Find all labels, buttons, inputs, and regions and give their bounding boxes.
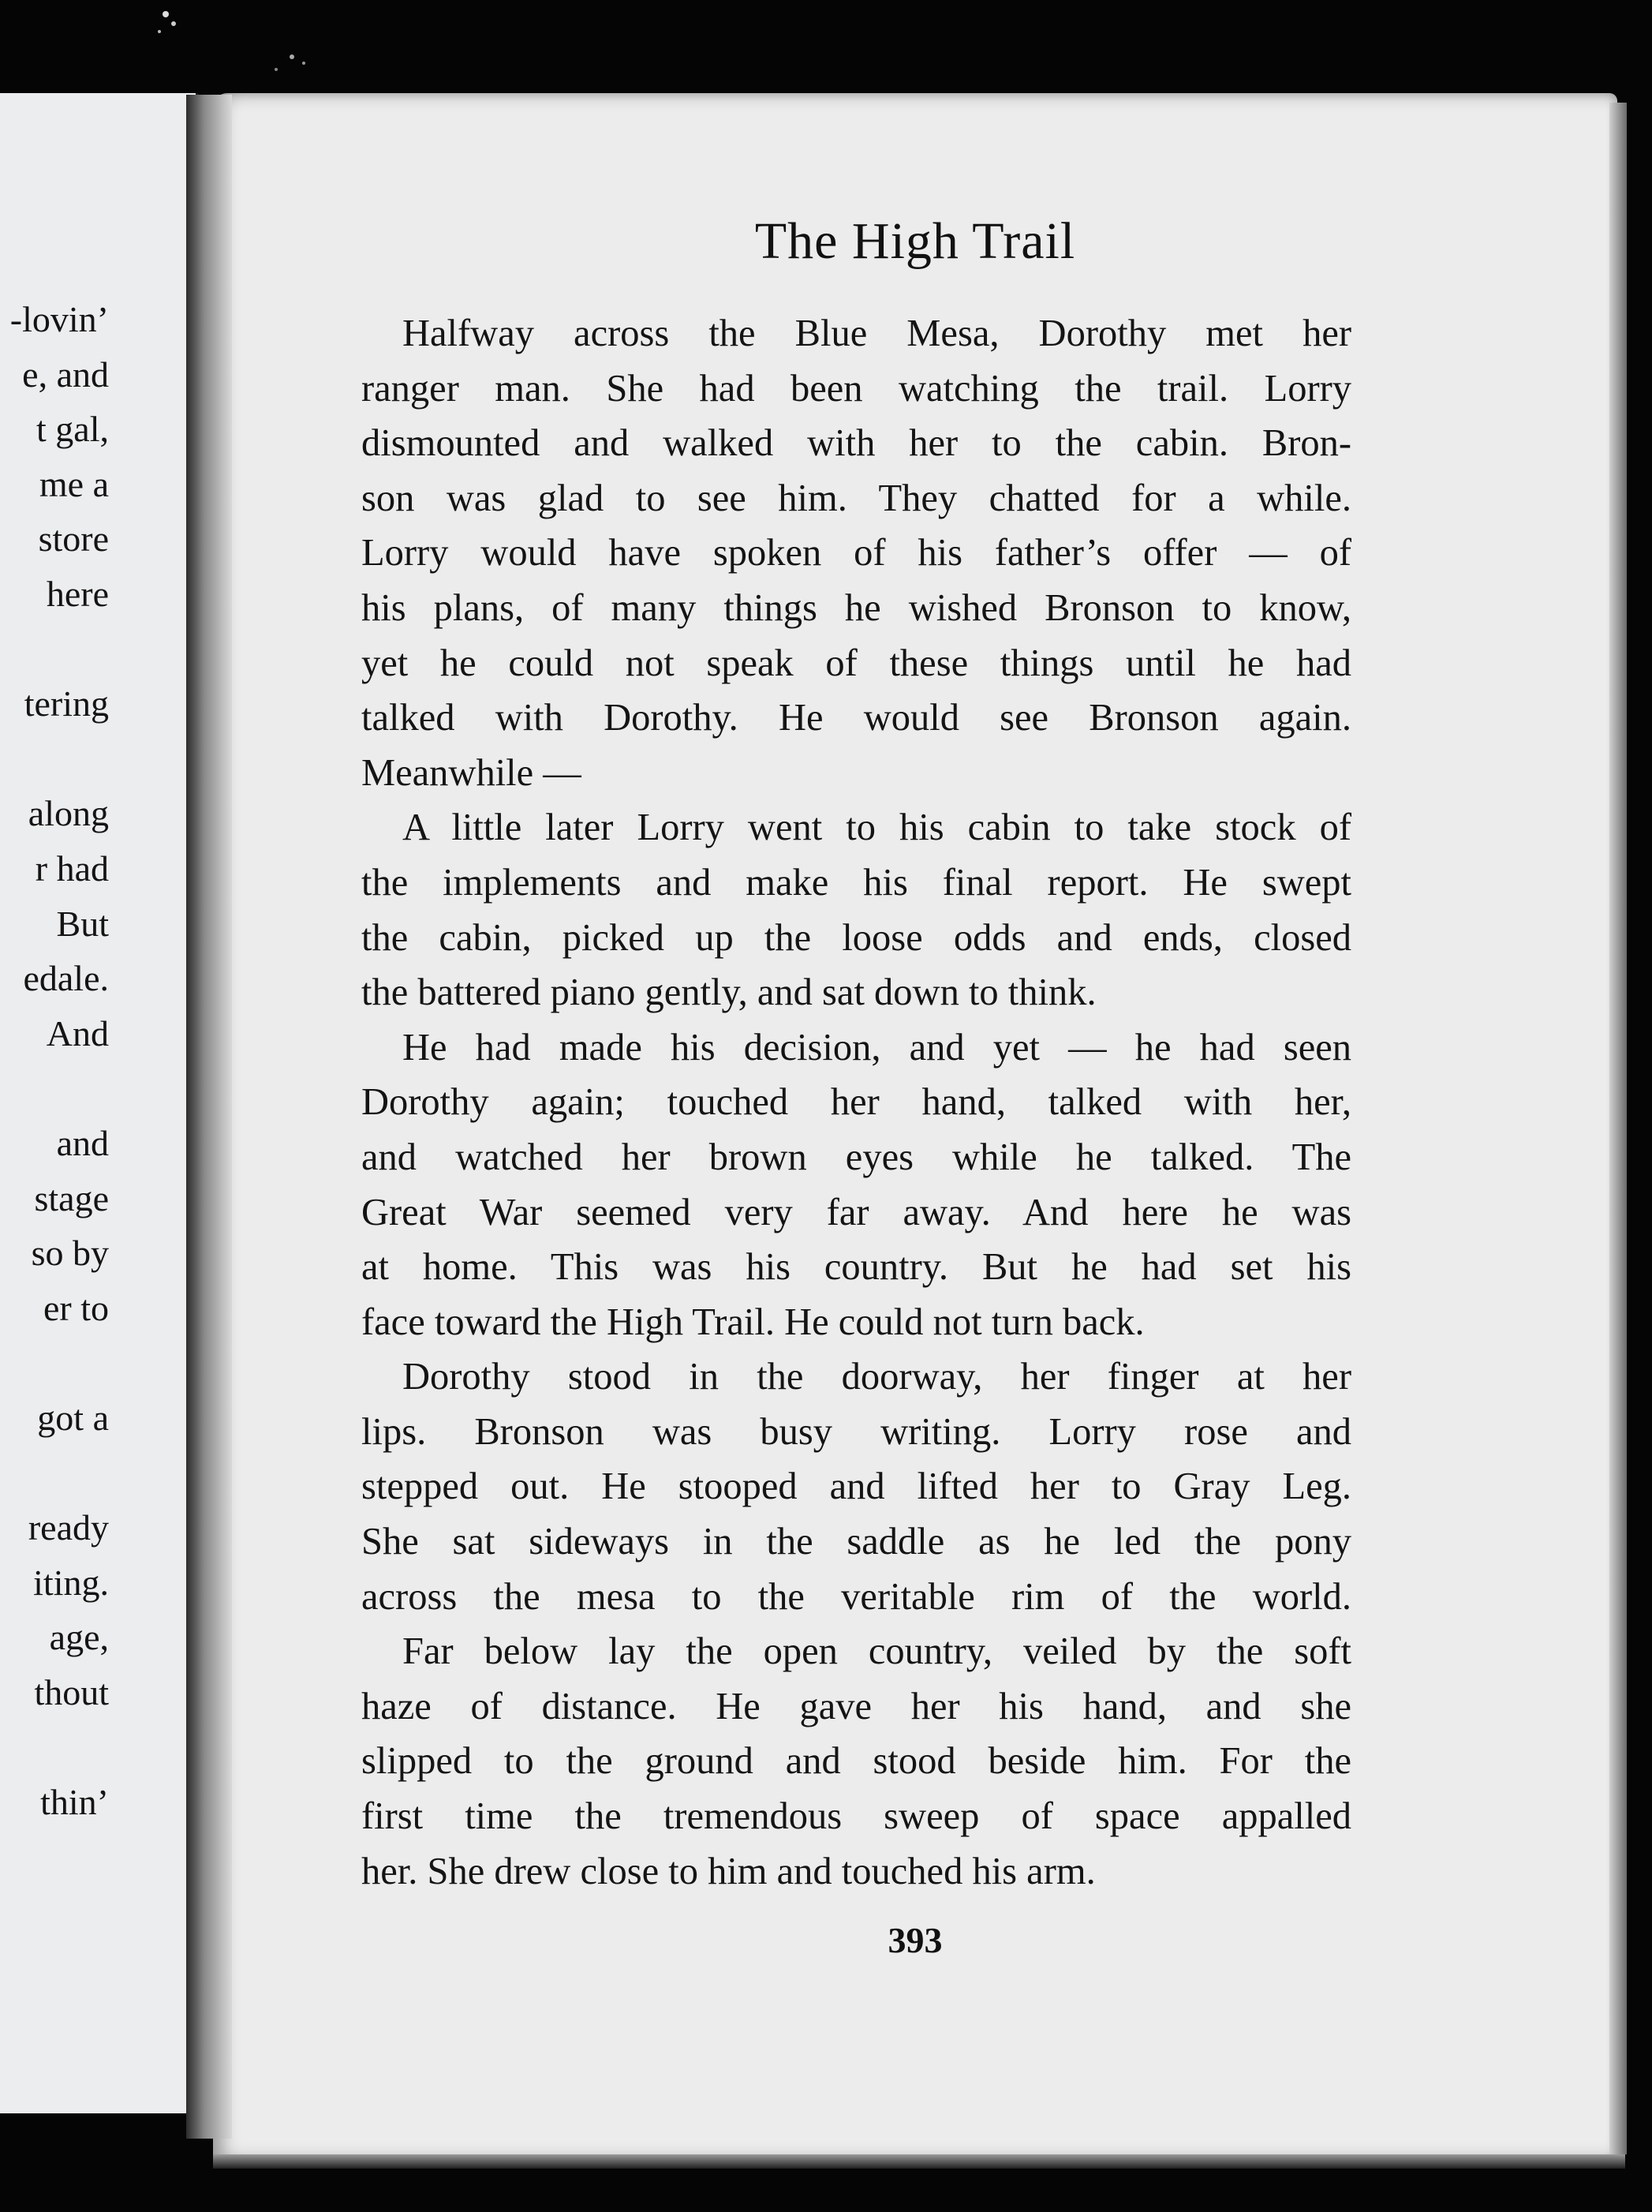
left-page-fragment: er to: [43, 1287, 109, 1328]
text-line: at home. This was his country. But he had set his: [361, 1246, 1351, 1289]
text-line: Meanwhile —: [361, 751, 581, 794]
page-number: 393: [888, 1920, 943, 1960]
text-line: Dorothy stood in the doorway, her finger at her: [402, 1356, 1351, 1398]
page-fore-edge: [1609, 103, 1627, 2154]
left-page-fragment: -lovin’: [9, 299, 109, 339]
left-page-fragment: r had: [35, 848, 109, 889]
text-line: her. She drew close to him and touched his arm.: [361, 1850, 1096, 1892]
text-line: and watched her brown eyes while he talked. The: [361, 1136, 1351, 1178]
left-page-fragment: t gal,: [36, 409, 109, 450]
text-line: dismounted and walked with her to the cabin. Bron-: [361, 422, 1351, 465]
left-page-fragment: here: [46, 574, 109, 614]
left-page-fragment: And: [46, 1012, 109, 1054]
book-gutter: [186, 95, 232, 2139]
left-page-fragment: age,: [49, 1617, 109, 1658]
left-page-fragment: iting.: [33, 1562, 109, 1603]
left-page-edge: [0, 93, 198, 2113]
page-bottom-edge: [213, 2154, 1625, 2169]
text-line: slipped to the ground and stood beside him. For the: [361, 1740, 1351, 1783]
text-line: talked with Dorothy. He would see Bronson again.: [361, 697, 1351, 739]
left-page-fragment: store: [38, 518, 109, 560]
left-page-fragment: and: [56, 1123, 109, 1163]
text-line: the battered piano gently, and sat down to think.: [361, 971, 1097, 1014]
text-line: Great War seemed very far away. And here he was: [361, 1191, 1351, 1233]
left-page-fragment: along: [28, 793, 109, 834]
text-line: yet he could not speak of these things until he had: [361, 642, 1351, 684]
text-line: face toward the High Trail. He could not turn back.: [361, 1301, 1145, 1343]
text-line: Far below lay the open country, veiled by the soft: [402, 1630, 1351, 1673]
text-line: She sat sideways in the saddle as he led the pony: [361, 1521, 1351, 1563]
text-line: across the mesa to the veritable rim of the world.: [361, 1575, 1351, 1618]
scan-dust-specks: [142, 0, 347, 87]
running-head: The High Trail: [754, 212, 1076, 270]
text-line: son was glad to see him. They chatted for a while.: [361, 477, 1351, 519]
left-page-fragment: edale.: [23, 958, 109, 999]
left-page-fragment: thout: [34, 1672, 109, 1712]
left-page-fragment: e, and: [22, 354, 109, 395]
text-line: ranger man. She had been watching the trail. Lorry: [361, 367, 1351, 410]
left-page-fragment: me a: [39, 463, 109, 504]
left-page-fragment: thin’: [40, 1782, 109, 1823]
text-line: lips. Bronson was busy writing. Lorry rose and: [361, 1410, 1351, 1453]
text-line: A little later Lorry went to his cabin to take stock of: [402, 807, 1351, 849]
left-page-fragment: got a: [37, 1398, 109, 1438]
body-text: [361, 306, 1351, 1899]
left-page-fragment: ready: [28, 1507, 109, 1548]
left-page-fragment: But: [56, 903, 109, 944]
text-line: the implements and make his final report. He swept: [361, 861, 1351, 904]
text-line: Halfway across the Blue Mesa, Dorothy met her: [402, 313, 1351, 354]
text-line: the cabin, picked up the loose odds and ends, closed: [361, 916, 1351, 959]
text-line: haze of distance. He gave her his hand, and she: [361, 1685, 1351, 1727]
left-page-fragment: stage: [34, 1177, 109, 1218]
text-line: Dorothy again; touched her hand, talked with her,: [361, 1081, 1351, 1124]
left-page-fragment: so by: [31, 1233, 109, 1274]
text-line: He had made his decision, and yet — he had seen: [402, 1026, 1351, 1069]
text-line: his plans, of many things he wished Bronson to know,: [361, 586, 1351, 629]
text-line: Lorry would have spoken of his father’s offer — of: [361, 532, 1351, 575]
text-line: stepped out. He stooped and lifted her to Gray Leg.: [361, 1465, 1351, 1508]
left-page-fragment: tering: [24, 683, 109, 724]
text-line: first time the tremendous sweep of space appalled: [361, 1795, 1351, 1838]
